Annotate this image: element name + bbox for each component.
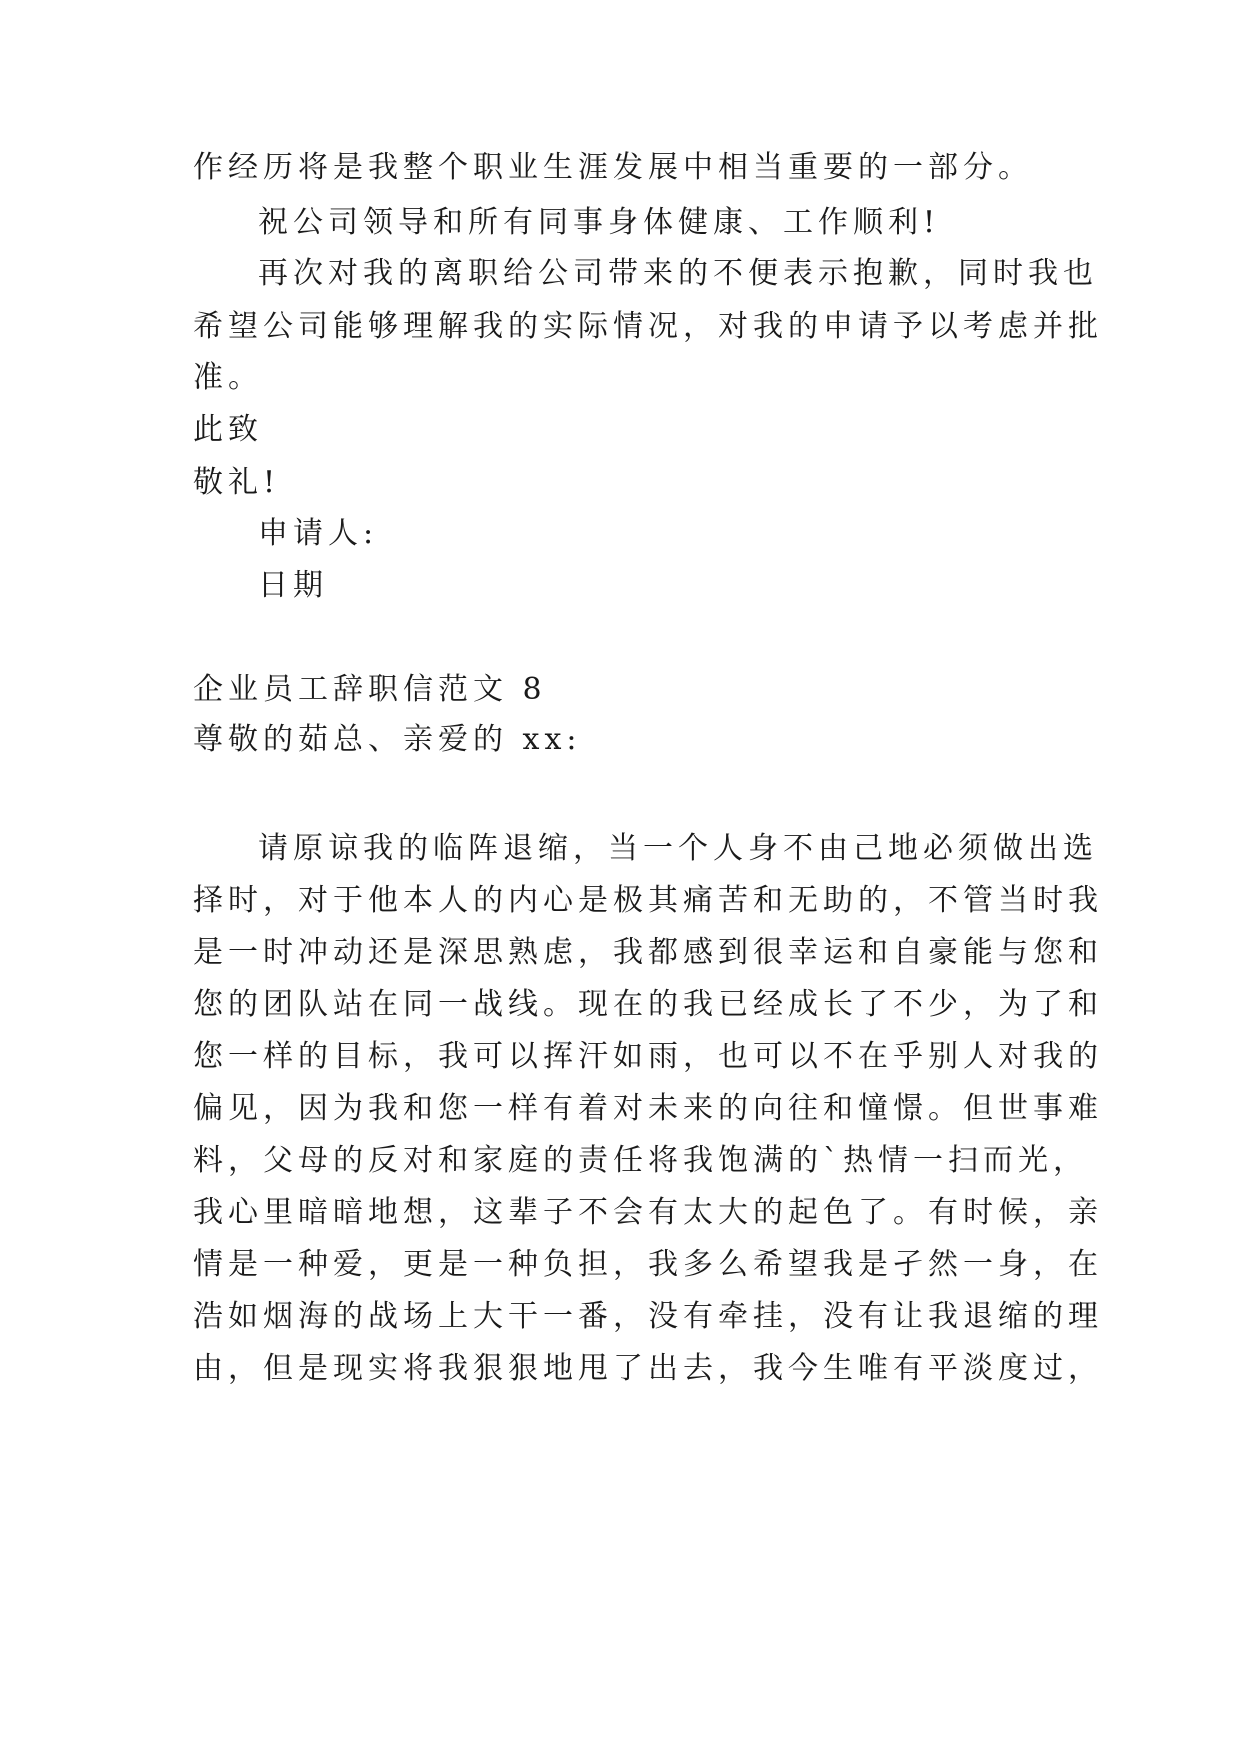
body-line: 料，父母的反对和家庭的责任将我饱满的`热情一扫而光， [193, 1143, 1088, 1178]
date-label: 日期 [258, 568, 328, 603]
body-line: 情是一种爱，更是一种负担，我多么希望我是孑然一身，在 [193, 1247, 1103, 1282]
body-line: 偏见，因为我和您一样有着对未来的向往和憧憬。但世事难 [193, 1091, 1103, 1126]
body-line: 您的团队站在同一战线。现在的我已经成长了不少，为了和 [193, 987, 1103, 1022]
paragraph-line: 再次对我的离职给公司带来的不便表示抱歉，同时我也 [258, 256, 1098, 291]
applicant-label: 申请人: [258, 516, 379, 551]
paragraph-line: 准。 [193, 360, 263, 395]
salutation: 尊敬的茹总、亲爱的 xx: [193, 722, 582, 757]
paragraph-line: 希望公司能够理解我的实际情况，对我的申请予以考虑并批 [193, 309, 1103, 344]
closing-line: 敬礼! [193, 465, 281, 500]
body-line: 择时，对于他本人的内心是极其痛苦和无助的，不管当时我 [193, 883, 1103, 918]
body-line: 浩如烟海的战场上大干一番，没有牵挂，没有让我退缩的理 [193, 1299, 1103, 1334]
body-line: 是一时冲动还是深思熟虑，我都感到很幸运和自豪能与您和 [193, 935, 1103, 970]
body-line: 由，但是现实将我狠狠地甩了出去，我今生唯有平淡度过， [193, 1351, 1103, 1386]
body-line: 我心里暗暗地想，这辈子不会有太大的起色了。有时候，亲 [193, 1195, 1103, 1230]
paragraph-line: 祝公司领导和所有同事身体健康、工作顺利! [258, 205, 941, 240]
section-title: 企业员工辞职信范文 8 [193, 672, 547, 707]
body-line: 请原谅我的临阵退缩，当一个人身不由己地必须做出选 [258, 831, 1098, 866]
closing-line: 此致 [193, 412, 263, 447]
paragraph-line: 作经历将是我整个职业生涯发展中相当重要的一部分。 [193, 150, 1033, 185]
body-line: 您一样的目标，我可以挥汗如雨，也可以不在乎别人对我的 [193, 1039, 1103, 1074]
